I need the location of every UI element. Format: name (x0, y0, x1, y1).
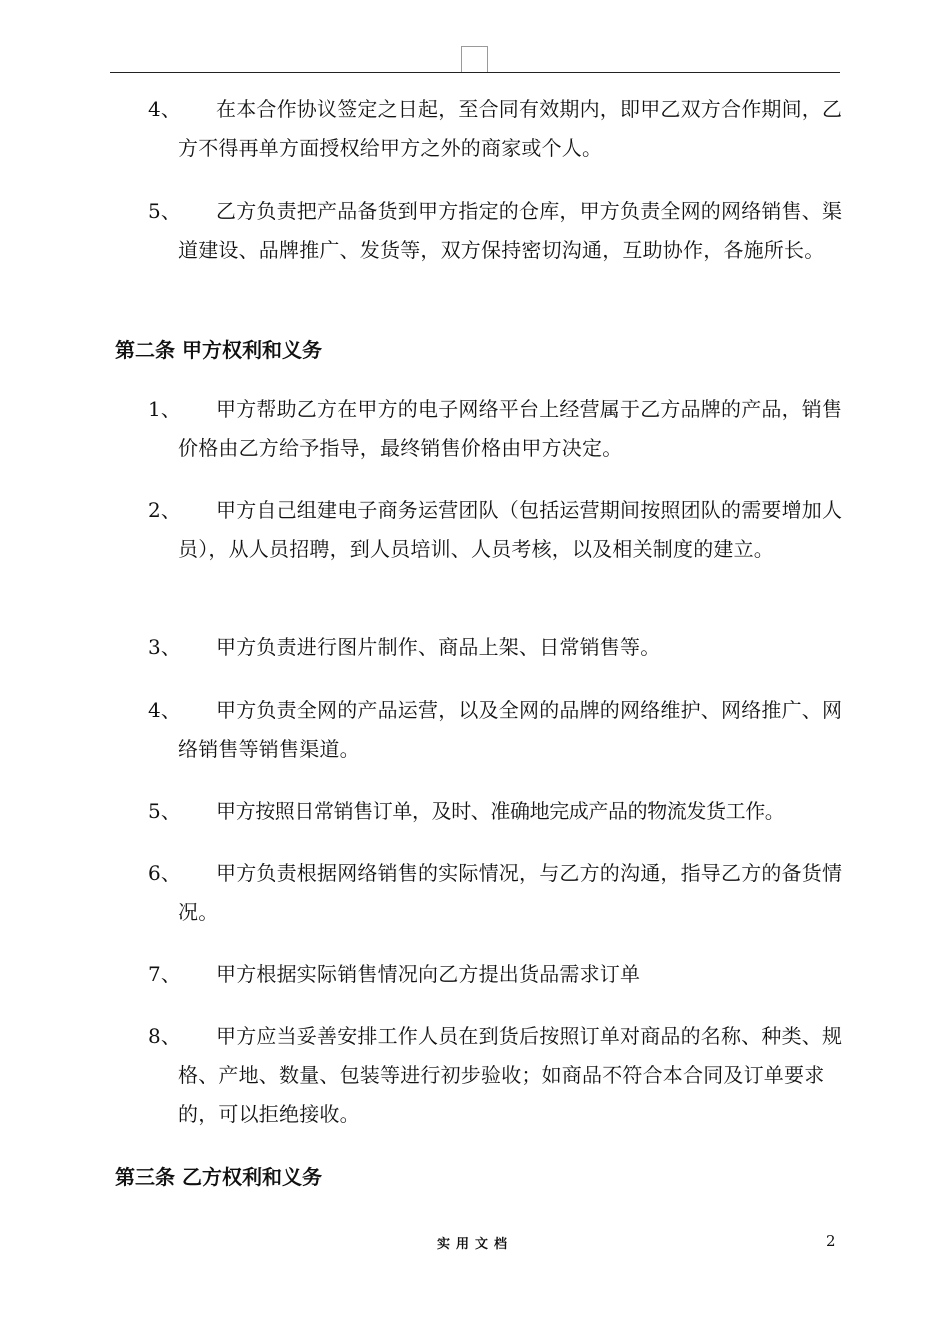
list-item (148, 854, 848, 932)
list-item (148, 90, 848, 168)
section-heading-2: 第二条 甲方权利和义务 (115, 338, 322, 362)
page-corner-mark (461, 46, 488, 72)
item-text: 甲方按照日常销售订单，及时、准确地完成产品的物流发货工作。 (216, 799, 785, 823)
item-text: 甲方负责进行图片制作、商品上架、日常销售等。 (216, 635, 661, 659)
item-text: 在本合作协议签定之日起，至合同有效期内，即甲乙双方合作期间，乙方不得再单方面授权给甲方之外的商家或个人。 (178, 97, 843, 160)
list-item (148, 955, 848, 994)
page-number: 2 (826, 1232, 836, 1250)
item-number: 5、 (148, 199, 182, 223)
item-number: 5、 (148, 799, 182, 823)
item-number: 1、 (148, 397, 182, 421)
list-item (148, 491, 848, 569)
item-number: 7、 (148, 962, 182, 986)
section-heading-3: 第三条 乙方权利和义务 (115, 1165, 322, 1189)
item-text: 甲方负责全网的产品运营，以及全网的品牌的网络维护、网络推广、网络销售等销售渠道。 (178, 698, 843, 761)
item-text: 甲方负责根据网络销售的实际情况，与乙方的沟通，指导乙方的备货情况。 (178, 861, 843, 924)
item-number: 3、 (148, 635, 182, 659)
item-number: 4、 (148, 698, 182, 722)
header-rule (110, 72, 840, 73)
list-item (148, 390, 848, 468)
item-text: 甲方帮助乙方在甲方的电子网络平台上经营属于乙方品牌的产品，销售价格由乙方给予指导，最终销售价格由甲方决定。 (178, 397, 843, 460)
item-text: 甲方应当妥善安排工作人员在到货后按照订单对商品的名称、种类、规格、产地、数量、包装等进行初步验收；如商品不符合本合同及订单要求的，可以拒绝接收。 (178, 1024, 843, 1126)
item-number: 8、 (148, 1024, 182, 1048)
list-item (148, 792, 848, 831)
footer-label: 实用文档 (436, 1237, 513, 1252)
list-item (148, 1017, 848, 1134)
list-item (148, 691, 848, 769)
list-item (148, 628, 848, 667)
list-item (148, 192, 848, 270)
item-text: 甲方自己组建电子商务运营团队（包括运营期间按照团队的需要增加人员），从人员招聘，到人员培训、人员考核，以及相关制度的建立。 (178, 498, 843, 561)
item-number: 6、 (148, 861, 182, 885)
item-text: 甲方根据实际销售情况向乙方提出货品需求订单 (216, 962, 641, 986)
item-text: 乙方负责把产品备货到甲方指定的仓库，甲方负责全网的网络销售、渠道建设、品牌推广、发货等，双方保持密切沟通，互助协作，各施所长。 (178, 199, 843, 262)
item-number: 2、 (148, 498, 182, 522)
item-number: 4、 (148, 97, 182, 121)
